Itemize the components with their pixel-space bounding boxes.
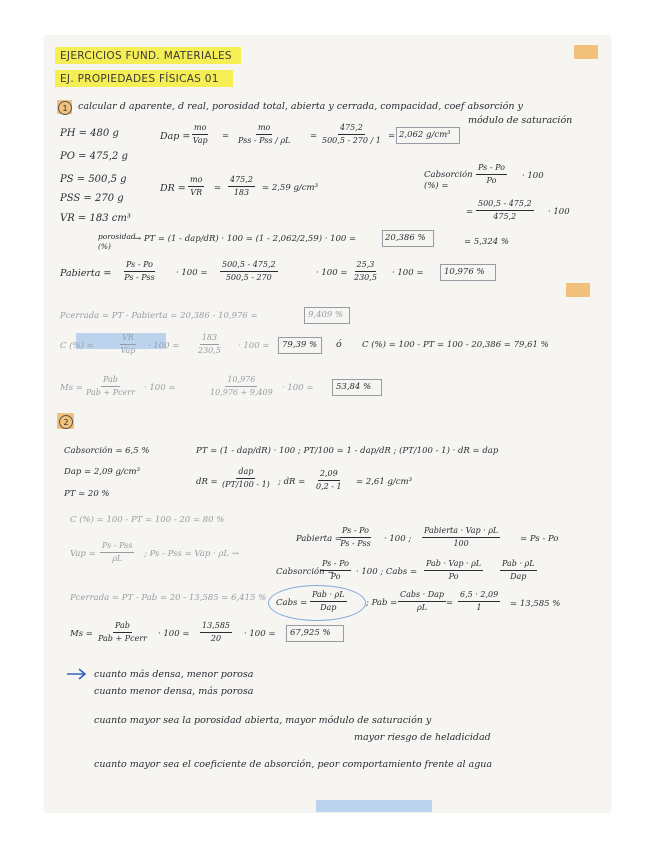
ex2-pab2-result: = 13,585 % <box>510 599 561 609</box>
dr-label: DR = <box>160 183 186 194</box>
ex2-cabs-fraction: $\frac{Ps - Po}{Po}$ <box>322 559 349 581</box>
tab-marker-top <box>574 45 598 59</box>
dap-fraction-2: mo Pss - Pss / ρL <box>238 123 291 145</box>
pt-equation: → PT = (1 - dap/dR) · 100 = (1 - 2,062/2,59) · 100 = <box>134 234 357 244</box>
pab-result: 10,976 % <box>444 267 485 277</box>
ex2-oval-label: Cabs = <box>276 598 308 608</box>
c-alt-equation: C (%) = 100 - PT = 100 - 20,386 = 79,61 % <box>362 340 549 350</box>
ex2-dr-fraction-2: $\frac{2,09}{0,2 - 1}$ <box>316 469 342 491</box>
tab-marker-middle <box>566 283 590 297</box>
dr-fraction-2: $\frac{475,2}{183}$ <box>230 175 253 197</box>
ex2-pab-label: Pabierta = <box>296 534 342 544</box>
c-result: 79,39 % <box>282 340 318 350</box>
note-4: cuanto mayor sea el coeficiente de absorción, peor comportamiento frente al agua <box>94 759 493 770</box>
c-fraction-1: VR Vap <box>120 333 136 355</box>
given-vr: VR = 183 cm³ <box>60 213 131 224</box>
ex2-pab-fraction-2: Pabierta · Vap · ρL 100 <box>424 526 499 548</box>
ms-label: Ms = <box>60 383 83 393</box>
ms-fraction-2: $\frac{10,976}{10,976 + 9,409}$ <box>210 375 273 397</box>
bottom-tape <box>316 800 432 812</box>
dap-fraction-1: mo Vap <box>192 123 208 145</box>
ex2-given-dap: Dap = 2,09 g/cm³ <box>64 467 141 477</box>
ex2-vap-fraction: Ps - Pss ρL <box>102 541 133 563</box>
ex2-given-pt: PT = 20 % <box>64 489 110 499</box>
dr-result: = 2,59 g/cm³ <box>262 183 318 193</box>
ms-fraction-1: Pab Pab + Pcerr <box>86 375 135 397</box>
given-pss: PSS = 270 g <box>60 193 124 204</box>
ex1-intro-cont: módulo de saturación <box>468 115 573 126</box>
pab-label: Pabierta = <box>60 268 112 279</box>
page-title: EJERCICIOS FUND. MATERIALES <box>60 50 232 62</box>
given-ps: PS = 500,5 g <box>60 174 127 185</box>
note-1: cuanto más densa, menor porosa <box>94 669 254 680</box>
ex1-intro: calcular d aparente, d real, porosidad total, abierta y cerrada, compacidad, coef absorción y <box>78 101 523 112</box>
ex2-ms-fraction-2: $\frac{13,585}{20}$ <box>202 621 230 643</box>
given-ph: PH = 480 g <box>60 128 119 139</box>
cabs-label: Cabsorción (%) = <box>424 170 473 192</box>
ex2-pcer-equation: Pcerrada = PT - Pab = 20 - 13,585 = 6,415 % <box>70 593 267 603</box>
exercise-2-badge: 2 <box>59 415 73 429</box>
note-3-cont: mayor riesgo de heladicidad <box>354 732 491 743</box>
ex2-dr-fraction-1: dap (PT/100 - 1) <box>222 467 270 489</box>
arrow-right-icon <box>66 668 88 680</box>
pt-result: 20,386 % <box>385 233 426 243</box>
ms-result: 53,84 % <box>336 382 372 392</box>
cabs-fraction-1: $\frac{Ps - Po}{Po}$ <box>478 163 505 185</box>
note-3: cuanto mayor sea la porosidad abierta, mayor módulo de saturación y <box>94 715 432 726</box>
pcerrada-result: 9,409 % <box>308 310 344 320</box>
ex2-pab-fraction: Ps - Po Ps - Pss <box>340 526 371 548</box>
section-title: EJ. PROPIEDADES FÍSICAS 01 <box>60 73 219 85</box>
dap-fraction-3: $\frac{475,2}{500,5 - 270 / 1}$ <box>322 123 381 145</box>
c-or: ó <box>336 339 342 350</box>
ex2-ms-result: 67,925 % <box>290 628 331 638</box>
pab-fraction-3: $\frac{25,3}{230,5}$ <box>354 260 377 282</box>
pab-fraction-1: Ps - Po Ps - Pss <box>124 260 155 282</box>
exercise-1-badge: 1 <box>58 101 72 115</box>
ex2-pt-equation: PT = (1 - dap/dR) · 100 ; PT/100 = 1 - dap/dR ; (PT/100 - 1) · dR = dap <box>196 446 499 456</box>
ex2-pab2-fraction-2: $\frac{6,5 \cdot 2,09}{1}$ <box>460 590 499 612</box>
ex2-oval-fraction: Pab · ρL Dap <box>312 590 345 612</box>
dr-fraction-1: $\frac{mo}{VR}$ <box>190 175 203 197</box>
cabs-fraction-2: $\frac{500,5 - 475,2}{475,2}$ <box>478 199 532 221</box>
c-label: C (%) = <box>60 341 94 351</box>
ex2-pab2-fraction-1: Cabs · Dap ρL <box>400 590 445 612</box>
pab-fraction-2: $\frac{500,5 - 475,2}{500,5 - 270}$ <box>222 260 276 282</box>
given-po: PO = 475,2 g <box>60 151 128 162</box>
c-fraction-2: $\frac{183}{230,5}$ <box>198 333 221 355</box>
ex2-given-cabs: Cabsorción = 6,5 % <box>64 446 150 456</box>
ex2-ms-fraction-1: Pab Pab + Pcerr <box>98 621 147 643</box>
ex2-cabs-fraction-2: Pab · Vap · ρL Po <box>426 559 482 581</box>
note-2: cuanto menor densa, más porosa <box>94 686 254 697</box>
ex2-dr-result: = 2,61 g/cm³ <box>356 477 412 487</box>
ex2-dr-label: dR = <box>196 477 218 487</box>
dap-result: 2,062 g/cm³ <box>399 130 451 140</box>
dap-label: Dap = <box>160 131 191 142</box>
pcerrada-equation: Pcerrada = PT - Pabierta = 20,386 - 10,976 = <box>60 311 258 321</box>
ex2-vap-label: Vap = <box>70 549 96 559</box>
notebook-page: EJERCICIOS FUND. MATERIALES EJ. PROPIEDADES FÍSICAS 01 1 calcular d aparente, d real, porosidad total, abierta y cerrada, compacidad, coef absorción y módulo de saturación PH = 480 g PO = 475,2 g PS = 500,5 g PSS = 270 g VR = 183 cm³ Dap = mo Vap = mo Pss - Pss / ρL = $\frac{475,2}{500,5 - 270 / 1}$ = 2,062 g/cm³ DR = $\frac{mo}{VR}$ = $\frac{475,2}{183}$ = 2,59 g/cm³ Cabsorción (%) = $\frac{Ps - Po}{Po}$ · 100 = $\frac{500,5 - 475,2}{475,2}$ · 100 = 5,324 % porosidad (%) → PT = (1 - dap/dR) · 100 = (1 - 2,062/2,59) · 100 = 20,386 % Pabierta = Ps - Po Ps - Pss · 100 = $\frac{500,5 - 475,2}{500,5 - 270}$ · 100 = $\frac{25,3}{230,5}$ · 100 = 10,976 % Pcerrada = PT - Pabierta = 20,386 - 10,976 = 9,409 % C (%) = VR Vap · 100 = $\frac{183}{230,5}$ · 100 = 79,39 % ó C (%) = 100 - PT = 100 - 20,386 = 79,61 % Ms = Pab Pab + Pcerr · 100 = $\frac{10,976}{10,976 + 9,409}$ · 100 = 53,84 % 2 Cabsorción = 6,5 % Dap = 2,09 g/cm³ PT = 20 % PT = (1 - dap/dR) · 100 ; PT/100 = 1 - dap/dR ; (PT/100 - 1) · dR = dap dR = dap (PT/100 - 1) ; dR = $\frac{2,09}{0,2 - 1}$ = 2,61 g/cm³ C (%) = 100 - PT = 100 - 20 = 80 % Vap = Ps - Pss ρL ; Ps - Pss = Vap · ρL → Pabierta = Ps - Po Ps - Pss · 100 ; Pabierta · Vap · ρL 100 = Ps - Po Cabsorción = $\frac{Ps - Po}{Po}$ · 100 ; Cabs = Pab · Vap · ρL Po Pab · ρL Dap Pcerrada = PT - Pab = 20 - 13,585 = 6,415 % Cabs = Pab · ρL Dap ; Pab = Cabs · Dap ρL = $\frac{6,5 \cdot 2,09}{1}$ = 13,585 % Ms = Pab Pab + Pcerr · 100 = $\frac{13,585}{20}$ · 100 = 67,925 % cuanto más densa, menor porosa cuanto menor densa, más porosa cuanto mayor sea la porosidad abierta, mayor módulo de saturación y mayor riesgo de heladicidad cuanto mayor sea el coeficiente de absorción, peor comportamiento frente al agua <box>0 0 655 848</box>
ex2-cabs-fraction-3: Pab · ρL Dap <box>502 559 535 581</box>
ex2-c-equation: C (%) = 100 - PT = 100 - 20 = 80 % <box>70 515 225 525</box>
pt-label: porosidad (%) <box>98 232 136 251</box>
cabs-result: = 5,324 % <box>464 237 509 247</box>
ex2-ms-label: Ms = <box>70 629 93 639</box>
ex2-cabs-label: Cabsorción = <box>276 567 335 577</box>
